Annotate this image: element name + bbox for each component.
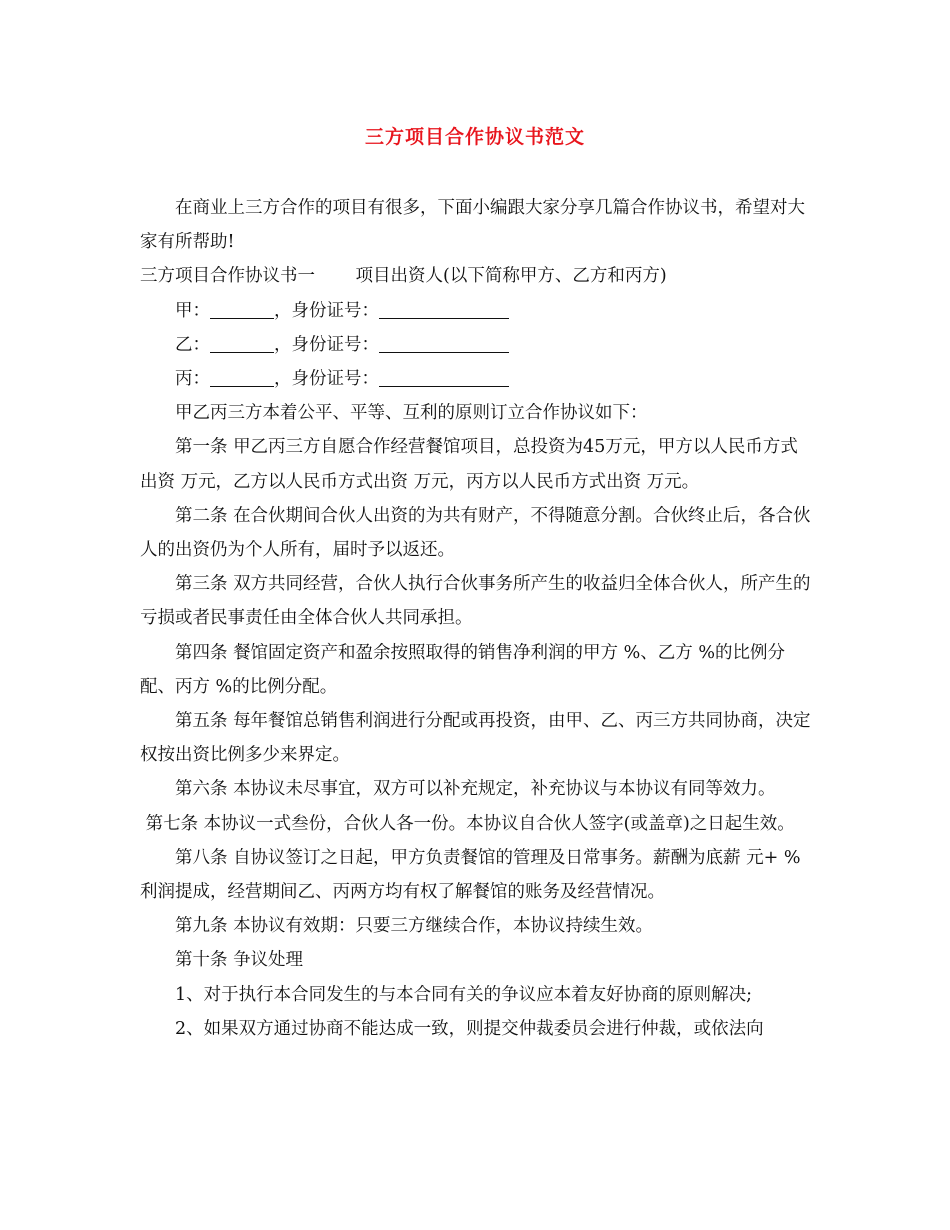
article-5: 第五条 每年餐馆总销售利润进行分配或再投资，由甲、乙、丙三方共同协商，决定权按出资比例多少来界定。: [140, 711, 811, 766]
article-10: 第十条 争议处理: [175, 950, 304, 971]
party-c-row: [140, 362, 812, 396]
party-a-name-blank: [210, 300, 274, 319]
document-body: [140, 191, 812, 1046]
article-6: 第六条 本协议未尽事宜，双方可以补充规定，补充协议与本协议有同等效力。: [175, 779, 776, 800]
article-7: 第七条 本协议一式叁份，合伙人各一份。本协议自合伙人签字(或盖章)之日起生效。: [140, 813, 795, 834]
party-c-label: 丙：: [175, 369, 210, 390]
party-b-id-label: ，身份证号：: [274, 334, 379, 355]
dispute-clause-1: 1、对于执行本合同发生的与本合同有关的争议应本着友好协商的原则解决;: [175, 984, 753, 1005]
party-b-row: [140, 328, 812, 362]
party-a-row: [140, 294, 812, 328]
article-9: 第九条 本协议有效期：只要三方继续合作，本协议持续生效。: [175, 916, 654, 937]
party-b-label: 乙：: [175, 334, 210, 355]
party-c-id-label: ，身份证号：: [274, 369, 379, 390]
article-4: 第四条 餐馆固定资产和盈余按照取得的销售净利润的甲方 %、乙方 %的比例分配、丙方 %的比例分配。: [140, 642, 785, 697]
party-a-label: 甲：: [175, 300, 210, 321]
intro-paragraph: 在商业上三方合作的项目有很多，下面小编跟大家分享几篇合作协议书，希望对大家有所帮助!: [140, 198, 805, 253]
party-a-id-blank: [379, 300, 509, 319]
article-2: 第二条 在合伙期间合伙人出资的为共有财产，不得随意分割。合伙终止后，各合伙人的出资仍为个人所有，届时予以返还。: [140, 505, 811, 561]
party-a-id-label: ，身份证号：: [274, 300, 379, 321]
dispute-clause-2: 2、如果双方通过协商不能达成一致，则提交仲裁委员会进行仲裁，或依法向: [175, 1018, 764, 1039]
preamble-paragraph: 甲乙丙三方本着公平、平等、互利的原则订立合作协议如下：: [175, 403, 648, 424]
party-c-id-blank: [379, 368, 509, 387]
article-8: 第八条 自协议签订之日起，甲方负责餐馆的管理及日常事务。薪酬为底薪 元+ % 利润提成，经营期间乙、丙两方均有权了解餐馆的账务及经营情况。: [140, 847, 807, 903]
agreement-heading-line: 三方项目合作协议书一 项目出资人(以下简称甲方、乙方和丙方): [140, 266, 667, 287]
party-b-id-blank: [379, 334, 509, 353]
document-title: 三方项目合作协议书范文: [364, 126, 585, 148]
article-3: 第三条 双方共同经营，合伙人执行合伙事务所产生的收益归全体合伙人，所产生的亏损或者民事责任由全体合伙人共同承担。: [140, 574, 811, 629]
party-b-name-blank: [210, 334, 274, 353]
article-1: 第一条 甲乙丙三方自愿合作经营餐馆项目，总投资为45万元，甲方以人民币方式出资 万元，乙方以人民币方式出资 万元，丙方以人民币方式出资 万元。: [140, 437, 798, 492]
party-c-name-blank: [210, 368, 274, 387]
